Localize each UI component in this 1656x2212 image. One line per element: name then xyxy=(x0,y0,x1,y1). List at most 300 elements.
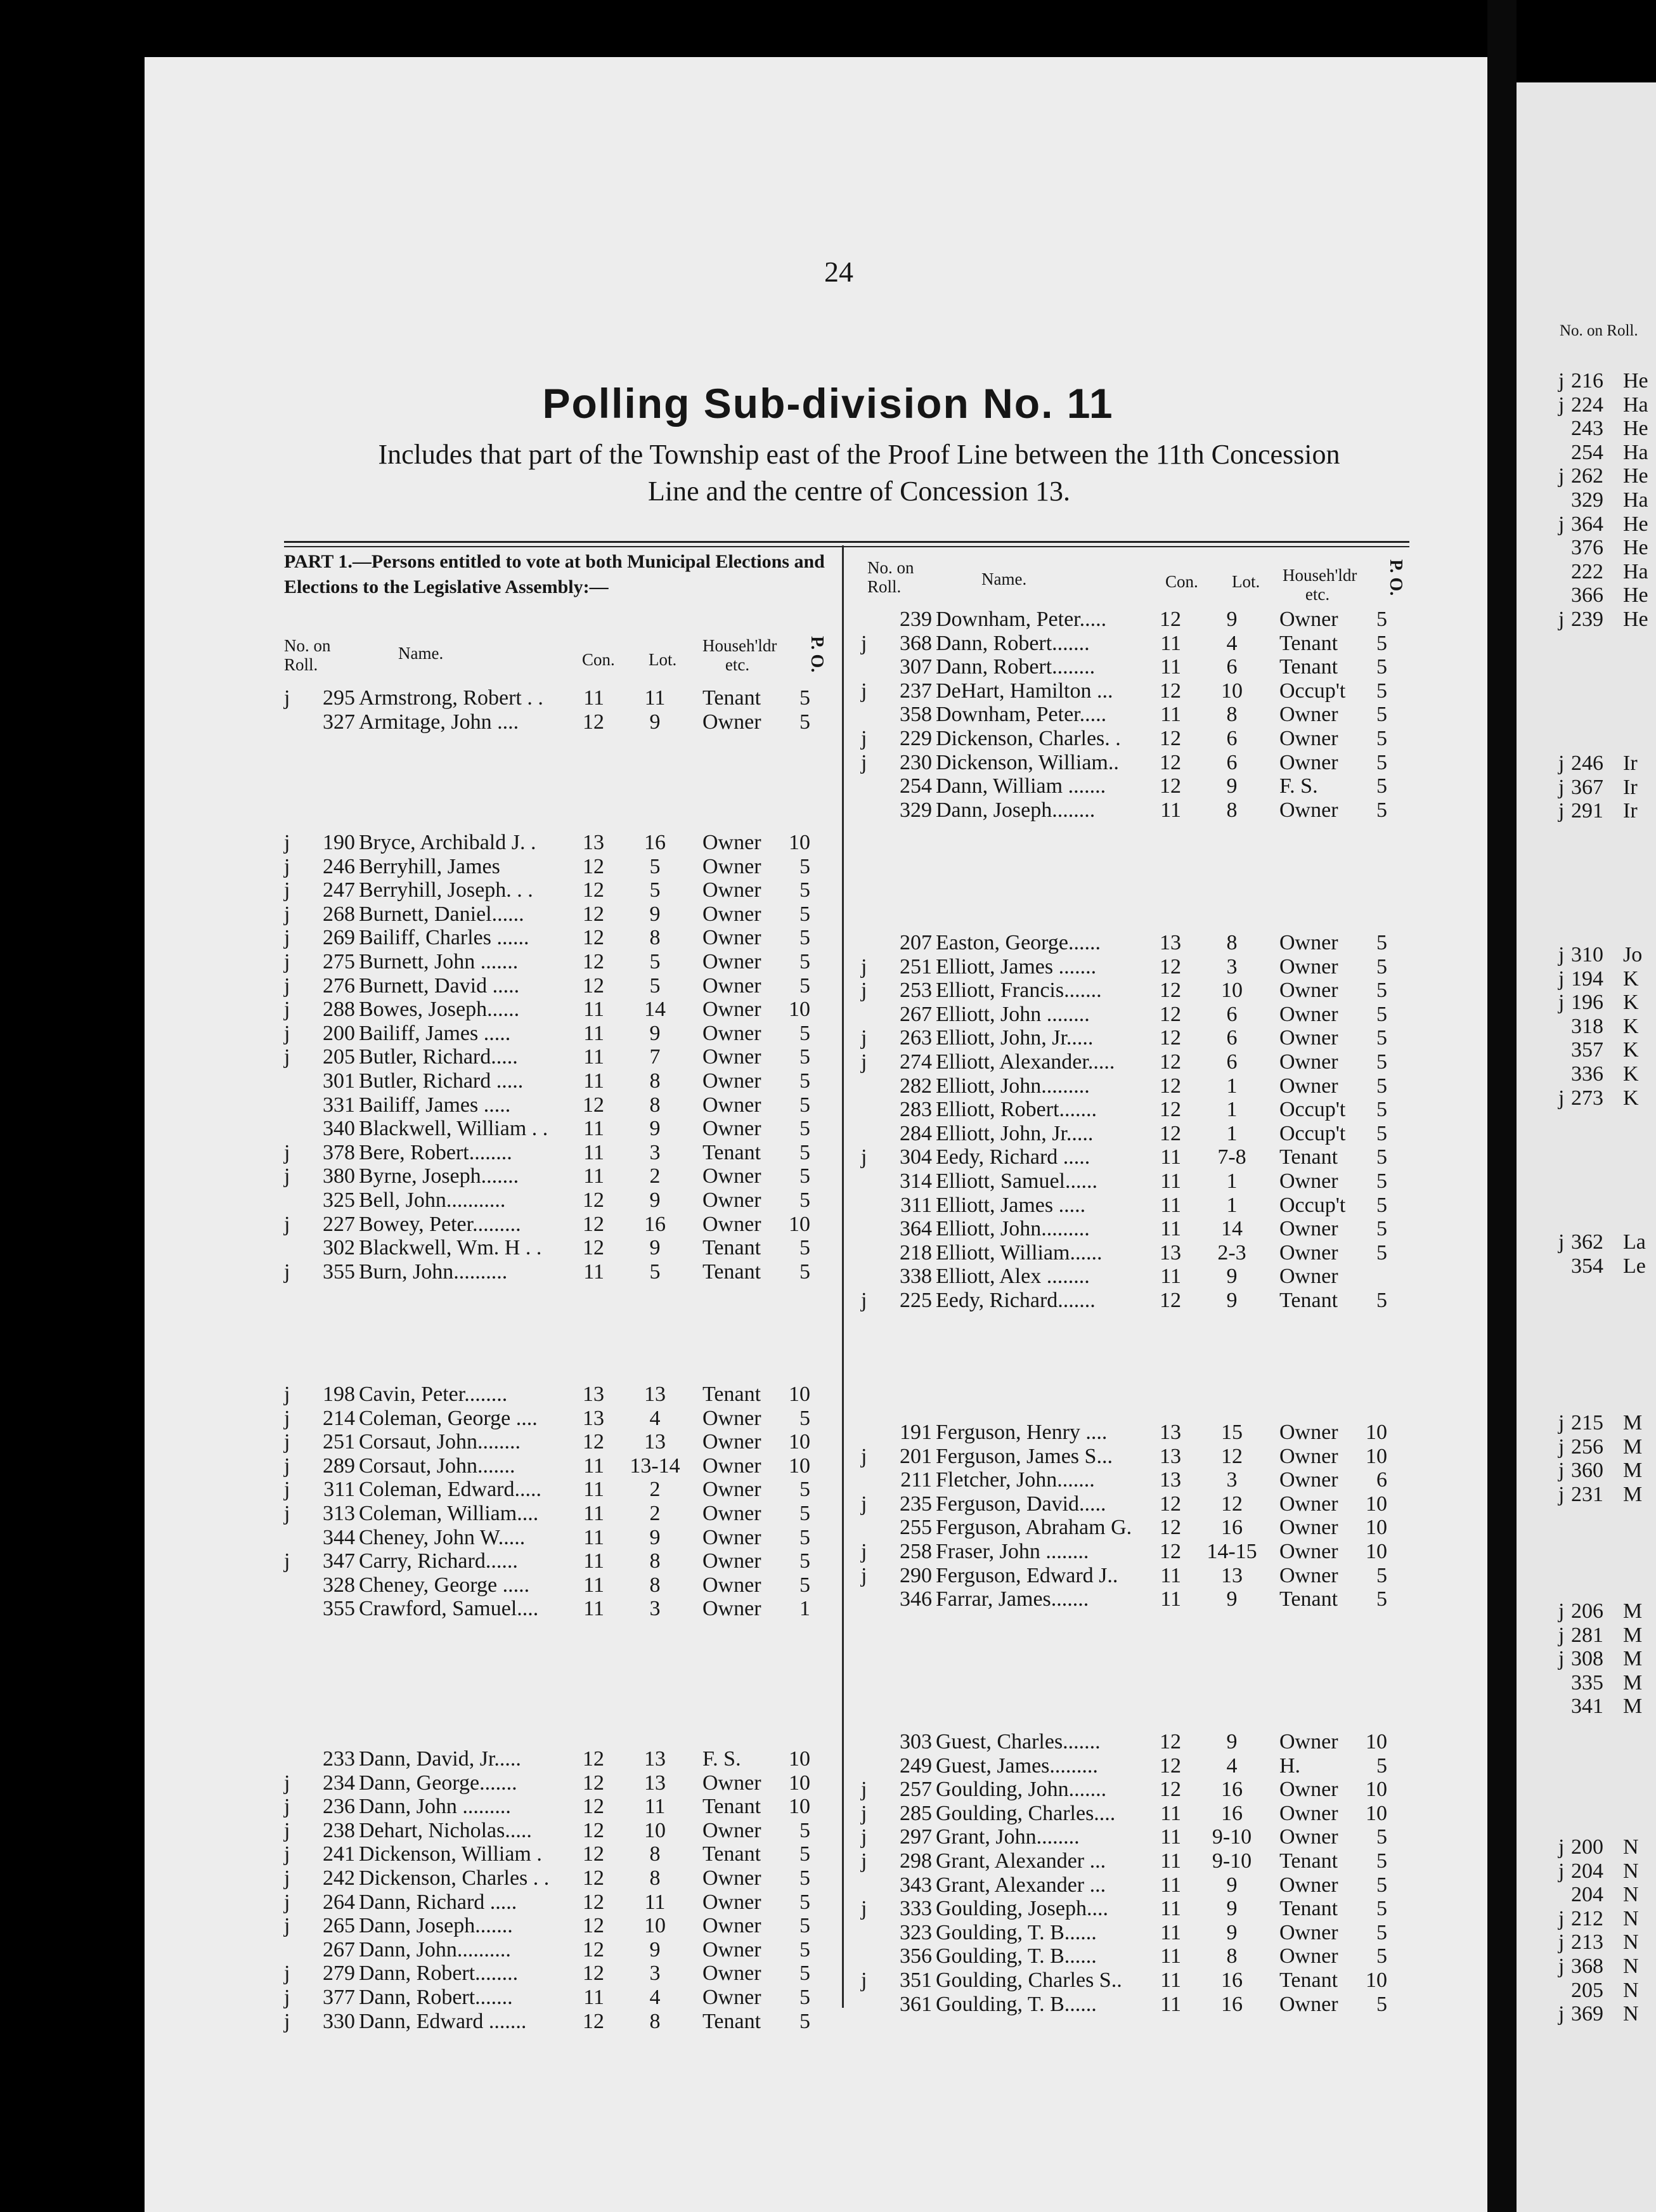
post-office: 5 xyxy=(1376,979,1387,1003)
householder-status: Owner xyxy=(1279,1920,1338,1944)
lot: 8 xyxy=(1226,798,1238,822)
letter-j: j xyxy=(284,950,290,973)
voter-name-fragment: N xyxy=(1623,1835,1639,1859)
voter-row xyxy=(284,1069,842,1093)
letter-j: j xyxy=(284,854,290,878)
voter-name: Goulding, T. B...... xyxy=(936,1944,1097,1968)
post-office: 10 xyxy=(1366,1421,1387,1444)
voter-name: Fraser, John ........ xyxy=(936,1540,1089,1563)
voter-name: Ferguson, Henry .... xyxy=(936,1421,1108,1444)
voter-row xyxy=(284,1795,842,1819)
letter-j: j xyxy=(1558,1623,1565,1647)
voter-name: Elliott, William...... xyxy=(936,1240,1103,1265)
voter-row xyxy=(861,1026,1419,1050)
lot: 13-14 xyxy=(630,1454,680,1478)
voter-name-fragment: N xyxy=(1623,1883,1639,1907)
voter-name: Elliott, James ..... xyxy=(936,1193,1086,1217)
post-office: 5 xyxy=(1376,1169,1387,1193)
roll-number: 200 xyxy=(1571,1835,1603,1859)
lot: 9 xyxy=(1226,1730,1238,1753)
voter-name-fragment: N xyxy=(1623,1978,1639,2002)
letter-j: j xyxy=(284,1914,290,1938)
roll-number: 311 xyxy=(900,1193,932,1217)
voter-name: Fletcher, John....... xyxy=(936,1468,1095,1492)
voter-row xyxy=(861,1169,1419,1194)
voter-name: Coleman, George .... xyxy=(359,1406,538,1430)
letter-j: j xyxy=(861,1563,867,1587)
householder-status: Owner xyxy=(702,1937,761,1962)
voter-name: Dann, William ....... xyxy=(936,774,1106,798)
post-office: 10 xyxy=(789,1771,810,1795)
lot: 10 xyxy=(644,1914,666,1938)
roll-number: 331 xyxy=(323,1093,355,1117)
voter-name-fragment: K xyxy=(1623,1062,1639,1086)
lot: 8 xyxy=(649,1069,661,1093)
voter-name: Elliott, John......... xyxy=(936,1217,1090,1241)
lot: 9 xyxy=(1226,1587,1238,1611)
voter-row xyxy=(284,1938,842,1962)
roll-number: 206 xyxy=(1571,1599,1603,1623)
post-office: 5 xyxy=(799,1045,810,1069)
letter-j: j xyxy=(1558,1230,1565,1254)
lot: 10 xyxy=(644,1818,666,1842)
lot: 9 xyxy=(649,1117,661,1141)
concession: 12 xyxy=(583,1236,604,1260)
voter-row xyxy=(861,1241,1419,1265)
voter-name: Guest, James......... xyxy=(936,1753,1098,1778)
householder-status: Owner xyxy=(702,1890,761,1914)
lot: 8 xyxy=(649,926,661,950)
householder-status: Owner xyxy=(1279,1801,1338,1825)
voter-row xyxy=(861,608,1419,632)
post-office: 10 xyxy=(1366,1730,1387,1753)
voter-name-fragment: K xyxy=(1623,966,1639,991)
roll-number: 241 xyxy=(323,1842,355,1866)
householder-status: Owner xyxy=(702,1597,761,1621)
roll-number: 355 xyxy=(323,1259,355,1284)
voter-row xyxy=(861,1897,1419,1921)
roll-number: 265 xyxy=(323,1914,355,1938)
letter-j: j xyxy=(1558,608,1565,631)
voter-name: Goulding, Charles S.. xyxy=(936,1968,1122,1992)
letter-j: j xyxy=(1558,775,1565,799)
header-con: Con. xyxy=(1165,572,1198,591)
roll-number: 268 xyxy=(323,902,355,926)
voter-name-fragment: Jo xyxy=(1623,943,1643,966)
voter-row xyxy=(861,1802,1419,1826)
letter-j: j xyxy=(1558,943,1565,966)
letter-j: j xyxy=(861,1492,867,1516)
voter-row xyxy=(861,1540,1419,1564)
lot: 8 xyxy=(649,1866,661,1890)
header-rule-bottom xyxy=(284,546,1409,547)
concession: 12 xyxy=(1160,1098,1181,1122)
concession: 12 xyxy=(1160,1540,1181,1563)
voter-name: Bowes, Joseph...... xyxy=(359,998,520,1022)
post-office: 5 xyxy=(799,973,810,998)
roll-number: 243 xyxy=(1571,417,1603,441)
roll-number: 234 xyxy=(323,1771,355,1795)
roll-number: 301 xyxy=(323,1069,355,1093)
roll-number: 284 xyxy=(900,1121,932,1145)
concession: 11 xyxy=(1160,1145,1181,1169)
roll-number: 295 xyxy=(323,686,355,710)
post-office: 10 xyxy=(1366,1778,1387,1802)
householder-status: Owner xyxy=(702,926,761,950)
voter-name-fragment: La xyxy=(1623,1230,1646,1254)
concession: 11 xyxy=(583,1164,604,1188)
voter-row xyxy=(284,1117,842,1141)
voter-name: Dann, Robert........ xyxy=(359,1962,519,1986)
voter-row xyxy=(284,1573,842,1597)
concession: 12 xyxy=(583,710,604,734)
header-rule-top xyxy=(284,541,1409,543)
voter-row xyxy=(861,979,1419,1003)
voter-name: Dann, Edward ....... xyxy=(359,2009,527,2033)
post-office: 5 xyxy=(799,950,810,973)
roll-number: 314 xyxy=(900,1169,932,1193)
voter-row xyxy=(861,1003,1419,1027)
householder-status: Owner xyxy=(702,1117,761,1141)
letter-j: j xyxy=(1558,393,1565,417)
post-office: 10 xyxy=(789,1795,810,1819)
concession: 12 xyxy=(583,1747,604,1771)
lot: 13 xyxy=(644,1430,666,1454)
voter-row xyxy=(861,751,1419,775)
roll-number: 289 xyxy=(323,1454,355,1478)
roll-number: 323 xyxy=(900,1920,932,1944)
concession: 13 xyxy=(1160,1444,1181,1468)
subtitle-line-1: Includes that part of the Township east of the Proof Line between the 11th Concession xyxy=(378,439,1340,470)
roll-number: 358 xyxy=(900,703,932,727)
voter-name: Guest, Charles....... xyxy=(936,1730,1101,1753)
voter-name: Goulding, T. B...... xyxy=(936,1920,1097,1944)
lot: 4 xyxy=(649,1986,661,2009)
lot: 6 xyxy=(1226,1026,1238,1050)
page-title: Polling Sub-division No. 11 xyxy=(542,380,1114,427)
householder-status: Owner xyxy=(702,902,761,926)
letter-j: j xyxy=(861,954,867,979)
lot: 5 xyxy=(649,973,661,998)
voter-name-fragment: N xyxy=(1623,2002,1639,2026)
voter-row xyxy=(861,1289,1419,1313)
lot: 2 xyxy=(649,1164,661,1188)
lot: 1 xyxy=(1226,1121,1238,1145)
voter-row xyxy=(284,1771,842,1795)
roll-number: 253 xyxy=(900,979,932,1003)
letter-j: j xyxy=(284,1818,290,1842)
letter-j: j xyxy=(1558,799,1565,823)
householder-status: Owner xyxy=(1279,1778,1338,1802)
concession: 12 xyxy=(1160,750,1181,774)
lot: 3 xyxy=(1226,954,1238,979)
lot: 6 xyxy=(1226,750,1238,774)
householder-status: Owner xyxy=(1279,1444,1338,1468)
concession: 12 xyxy=(1160,1753,1181,1778)
post-office: 5 xyxy=(799,1478,810,1502)
lot: 16 xyxy=(644,831,666,854)
roll-number: 361 xyxy=(900,1992,932,2016)
voter-row xyxy=(861,1074,1419,1098)
lot: 4 xyxy=(1226,1753,1238,1778)
voter-name: Dickenson, William . xyxy=(359,1842,542,1866)
post-office: 10 xyxy=(1366,1968,1387,1992)
voter-name: Bere, Robert........ xyxy=(359,1140,512,1164)
voter-name: Goulding, Charles.... xyxy=(936,1801,1116,1825)
roll-number: 310 xyxy=(1571,943,1603,966)
roll-number: 341 xyxy=(1571,1695,1603,1719)
right-column-header xyxy=(867,558,1419,602)
roll-number: 207 xyxy=(900,931,932,954)
letter-j: j xyxy=(861,750,867,774)
householder-status: Owner xyxy=(702,1986,761,2009)
letter-j: j xyxy=(1558,1482,1565,1506)
voter-name: Eedy, Richard....... xyxy=(936,1289,1096,1312)
householder-status: Owner xyxy=(1279,1169,1338,1193)
householder-status: Owner xyxy=(702,1021,761,1045)
letter-j: j xyxy=(861,679,867,703)
voter-name: Butler, Richard ..... xyxy=(359,1069,524,1093)
householder-status: Tenant xyxy=(702,2009,761,2033)
voter-row xyxy=(284,926,842,950)
post-office: 5 xyxy=(1376,1897,1387,1921)
voter-name-fragment: Ha xyxy=(1623,488,1648,512)
concession: 11 xyxy=(1160,1265,1181,1289)
letter-j: j xyxy=(861,1540,867,1563)
post-office: 5 xyxy=(1376,608,1387,631)
roll-number: 267 xyxy=(323,1937,355,1962)
roll-number: 216 xyxy=(1571,369,1603,393)
voter-name-fragment: N xyxy=(1623,1906,1639,1930)
voter-name: Coleman, William.... xyxy=(359,1502,539,1525)
post-office: 5 xyxy=(799,1406,810,1430)
voter-name: Bailiff, James ..... xyxy=(359,1093,511,1117)
concession: 11 xyxy=(583,1117,604,1141)
roll-number: 200 xyxy=(323,1021,355,1045)
householder-status: Owner xyxy=(702,1549,761,1573)
voter-row xyxy=(861,1754,1419,1778)
post-office: 5 xyxy=(1376,679,1387,703)
post-office: 5 xyxy=(1376,1217,1387,1241)
householder-status: Owner xyxy=(702,1573,761,1597)
roll-number: 254 xyxy=(1571,440,1603,464)
voter-name: Cheney, John W..... xyxy=(359,1525,526,1549)
post-office: 5 xyxy=(799,2009,810,2033)
voter-name-fragment: Ir xyxy=(1623,751,1638,775)
roll-number: 360 xyxy=(1571,1459,1603,1483)
householder-status: Tenant xyxy=(702,686,761,710)
post-office: 5 xyxy=(799,1962,810,1986)
householder-status: F. S. xyxy=(1279,774,1318,798)
roll-number: 256 xyxy=(1571,1435,1603,1459)
roll-number: 264 xyxy=(323,1890,355,1914)
voter-row xyxy=(284,1236,842,1260)
concession: 12 xyxy=(1160,1730,1181,1753)
post-office: 5 xyxy=(799,854,810,878)
letter-j: j xyxy=(1558,1459,1565,1483)
householder-status: Tenant xyxy=(702,1382,761,1406)
voter-name-fragment: K xyxy=(1623,1038,1639,1062)
voter-row xyxy=(284,878,842,902)
voter-name: Armitage, John .... xyxy=(359,710,519,734)
householder-status: Owner xyxy=(702,998,761,1022)
voter-name: Burn, John.......... xyxy=(359,1259,508,1284)
voter-row xyxy=(861,931,1419,955)
voter-row xyxy=(861,1122,1419,1146)
letter-j: j xyxy=(284,1045,290,1069)
roll-number: 276 xyxy=(323,973,355,998)
householder-status: Tenant xyxy=(1279,1849,1338,1873)
householder-status: Owner xyxy=(1279,1516,1338,1540)
concession: 12 xyxy=(583,854,604,878)
letter-j: j xyxy=(1558,966,1565,991)
roll-number: 242 xyxy=(323,1866,355,1890)
post-office: 5 xyxy=(1376,1026,1387,1050)
letter-j: j xyxy=(284,1406,290,1430)
voter-row xyxy=(861,1564,1419,1588)
voter-row xyxy=(284,686,842,710)
voter-row xyxy=(284,1022,842,1046)
roll-number: 302 xyxy=(323,1236,355,1260)
voter-row xyxy=(284,1866,842,1890)
post-office: 5 xyxy=(799,1573,810,1597)
roll-number: 336 xyxy=(1571,1062,1603,1086)
letter-j: j xyxy=(1558,1647,1565,1671)
householder-status: Owner xyxy=(702,1430,761,1454)
voter-name: Dann, David, Jr..... xyxy=(359,1747,521,1771)
concession: 13 xyxy=(1160,1468,1181,1492)
lot: 9 xyxy=(649,1236,661,1260)
roll-number: 224 xyxy=(1571,393,1603,417)
lot: 9 xyxy=(1226,608,1238,631)
householder-status: Owner xyxy=(1279,1002,1338,1026)
roll-number: 251 xyxy=(323,1430,355,1454)
voter-name: Grant, John........ xyxy=(936,1825,1080,1849)
concession: 12 xyxy=(583,926,604,950)
roll-number: 335 xyxy=(1571,1670,1603,1695)
voter-name: Burnett, David ..... xyxy=(359,973,520,998)
concession: 13 xyxy=(583,1406,604,1430)
voter-row xyxy=(284,998,842,1022)
voter-name: Berryhill, James xyxy=(359,854,500,878)
concession: 11 xyxy=(583,998,604,1022)
householder-status: Owner xyxy=(1279,1468,1338,1492)
householder-status: Owner xyxy=(702,854,761,878)
householder-status: Occup't xyxy=(1279,679,1346,703)
voter-name: Ferguson, James S... xyxy=(936,1444,1113,1468)
voter-name: Burnett, John ....... xyxy=(359,950,519,973)
concession: 12 xyxy=(583,1842,604,1866)
voter-name: Dickenson, Charles. . xyxy=(936,727,1121,750)
post-office: 5 xyxy=(1376,798,1387,822)
concession: 12 xyxy=(583,1795,604,1819)
letter-j: j xyxy=(284,973,290,998)
lot: 16 xyxy=(1221,1778,1243,1802)
voter-row xyxy=(861,774,1419,798)
roll-number: 364 xyxy=(1571,512,1603,536)
roll-number: 308 xyxy=(1571,1647,1603,1671)
voter-name: Ferguson, Edward J.. xyxy=(936,1563,1118,1587)
roll-number: 237 xyxy=(900,679,932,703)
householder-status: Tenant xyxy=(702,1140,761,1164)
lot: 14-15 xyxy=(1206,1540,1257,1563)
letter-j: j xyxy=(284,926,290,950)
roll-number: 313 xyxy=(323,1502,355,1525)
householder-status: Owner xyxy=(702,1818,761,1842)
post-office: 10 xyxy=(1366,1516,1387,1540)
voter-name: Corsaut, John........ xyxy=(359,1430,521,1454)
voter-name: Bell, John........... xyxy=(359,1188,506,1212)
voter-row xyxy=(861,1873,1419,1897)
voter-row xyxy=(284,1914,842,1938)
post-office: 10 xyxy=(789,1430,810,1454)
lot: 9 xyxy=(649,710,661,734)
concession: 13 xyxy=(583,1382,604,1406)
householder-status: Owner xyxy=(1279,1265,1338,1289)
page-subtitle xyxy=(288,436,1430,510)
householder-status: Occup't xyxy=(1279,1098,1346,1122)
voter-name-fragment: He xyxy=(1623,536,1648,560)
post-office: 5 xyxy=(799,686,810,710)
householder-status: Owner xyxy=(1279,703,1338,727)
voter-name-fragment: N xyxy=(1623,1955,1639,1978)
householder-status: Owner xyxy=(702,1188,761,1212)
roll-number: 304 xyxy=(900,1145,932,1169)
roll-number: 269 xyxy=(323,926,355,950)
householder-status: Owner xyxy=(702,831,761,854)
voter-row xyxy=(284,1260,842,1284)
voter-name: Dickenson, William.. xyxy=(936,750,1119,774)
letter-j: j xyxy=(284,1212,290,1236)
concession: 11 xyxy=(1160,1920,1181,1944)
letter-j: j xyxy=(1558,1435,1565,1459)
householder-status: Owner xyxy=(1279,1873,1338,1897)
concession: 12 xyxy=(1160,1121,1181,1145)
householder-status: Owner xyxy=(1279,1730,1338,1753)
concession: 12 xyxy=(1160,1050,1181,1074)
voter-name: Goulding, T. B...... xyxy=(936,1992,1097,2016)
voter-row xyxy=(861,1587,1419,1611)
voter-row xyxy=(284,1597,842,1621)
letter-j: j xyxy=(284,878,290,902)
post-office: 5 xyxy=(1376,1193,1387,1217)
letter-j: j xyxy=(1558,1930,1565,1955)
post-office: 1 xyxy=(799,1597,810,1621)
roll-number: 351 xyxy=(900,1968,932,1992)
concession: 12 xyxy=(583,2009,604,2033)
roll-number: 344 xyxy=(323,1525,355,1549)
roll-number: 254 xyxy=(900,774,932,798)
post-office: 5 xyxy=(799,1866,810,1890)
voter-name: Cavin, Peter........ xyxy=(359,1382,508,1406)
voter-name: Dann, John ......... xyxy=(359,1795,511,1819)
concession: 12 xyxy=(583,1093,604,1117)
voter-name-fragment: M xyxy=(1623,1411,1643,1435)
voter-name: Elliott, John, Jr..... xyxy=(936,1026,1094,1050)
roll-number: 246 xyxy=(1571,751,1603,775)
concession: 11 xyxy=(1160,1992,1181,2016)
voter-row xyxy=(284,2010,842,2034)
voter-name-fragment: M xyxy=(1623,1623,1643,1647)
householder-status: Owner xyxy=(1279,1074,1338,1098)
householder-status: Owner xyxy=(1279,1992,1338,2016)
householder-status: Owner xyxy=(702,1045,761,1069)
voter-row xyxy=(284,1962,842,1986)
roll-number: 204 xyxy=(1571,1859,1603,1883)
lot: 2-3 xyxy=(1217,1240,1246,1265)
header-househ: Househ'ldr etc. xyxy=(1283,566,1357,604)
concession: 12 xyxy=(1160,774,1181,798)
